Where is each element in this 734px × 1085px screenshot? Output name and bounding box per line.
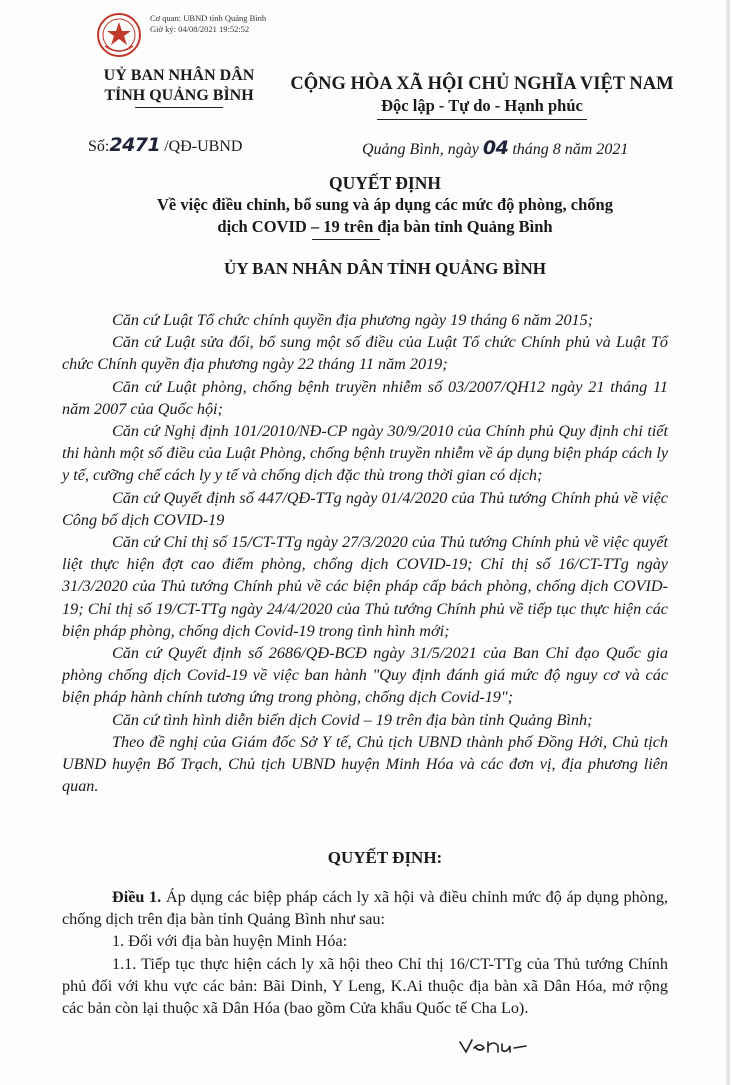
preamble-item: Căn cứ Luật Tổ chức chính quyền địa phương ngày 19 tháng 6 năm 2015; <box>112 311 594 329</box>
digital-signature-info <box>150 13 266 35</box>
nation-line-2: Độc lập - Tự do - Hạnh phúc <box>381 96 583 115</box>
document-subject-line-1: Về việc điều chỉnh, bổ sung và áp dụng các mức độ phòng, chống <box>157 195 613 214</box>
signature-time: Giờ ký: 04/08/2021 19:52:52 <box>150 24 250 34</box>
issuing-agency <box>84 66 274 108</box>
agency-line-2: TỈNH QUẢNG BÌNH <box>104 87 254 104</box>
authority-heading: ỦY BAN NHÂN DÂN TỈNH QUẢNG BÌNH <box>223 259 547 278</box>
preamble-item: Căn cứ tình hình diễn biến dịch Covid – 19 trên địa bàn tỉnh Quảng Bình; <box>112 710 593 729</box>
nation-line-1: CỘNG HÒA XÃ HỘI CHỦ NGHĨA VIỆT NAM <box>290 74 674 94</box>
preamble-item: Căn cứ Nghị định 101/2010/NĐ-CP ngày 30/9/2010 của Chính phủ Quy định chi tiết thi hành một số điều của Luật Phòng, chống bệnh truyền nhiễm về áp dụng biện pháp cách ly y tế, cưỡng chế cách ly y tế và chống dịch đặc thù trong thời gian có dịch; <box>62 422 668 485</box>
handwritten-number: 2471 <box>109 134 161 156</box>
article-1-item-1: 1. Đối với địa bàn huyện Minh Hóa: <box>112 932 348 951</box>
article-1-intro: Điều 1. Áp dụng các biệp pháp cách ly xã hội và điều chỉnh mức độ áp dụng phòng, chống dịch trên địa bàn tỉnh Quảng Bình như sau: <box>62 888 668 929</box>
decision-heading: QUYẾT ĐỊNH: <box>327 848 443 867</box>
national-motto <box>278 73 686 120</box>
agency-underline <box>135 107 223 108</box>
handwritten-day: 04 <box>482 137 509 159</box>
preamble-item: Căn cứ Luật sửa đổi, bổ sung một số điều của Luật Tổ chức Chính phủ và Luật Tổ chức Chính quyền địa phương ngày 22 tháng 11 năm 2019; <box>62 333 668 374</box>
state-emblem-icon <box>96 12 142 58</box>
document-number: Số:2471 /QĐ-UBND <box>88 134 243 156</box>
article-1-item-1-1: 1.1. Tiếp tục thực hiện cách ly xã hội theo Chỉ thị 16/CT-TTg của Thủ tướng Chính phủ đối với khu vực các bản: Bãi Dinh, Y Leng, K.Ai thuộc địa bàn xã Dân Hóa, mở rộng các bản còn lại thuộc xã Dân Hóa (bao gồm Cửa khẩu Quốc tế Cha Lo). <box>62 954 668 1018</box>
preamble-item: Theo đề nghị của Giám đốc Sở Y tế, Chủ tịch UBND thành phố Đồng Hới, Chủ tịch UBND huyện Bố Trạch, Chủ tịch UBND huyện Minh Hóa và các đơn vị, địa phương liên quan. <box>62 732 668 796</box>
preamble-item: Căn cứ Quyết định số 2686/QĐ-BCĐ ngày 31/5/2021 của Ban Chỉ đạo Quốc gia phòng chống dịch Covid-19 về việc ban hành "Quy định đánh giá mức độ nguy cơ và các biện pháp hành chính tương ứng trong phòng, chống dịch Covid-19"; <box>62 644 668 707</box>
document-type: QUYẾT ĐỊNH <box>329 173 441 193</box>
signature-agency: Cơ quan: UBND tỉnh Quảng Bình <box>150 13 267 23</box>
preamble-item: Căn cứ Quyết định số 447/QĐ-TTg ngày 01/4/2020 của Thủ tướng Chính phủ về việc Công bố dịch COVID-19 <box>62 488 668 529</box>
preamble-item: Căn cứ Chỉ thị số 15/CT-TTg ngày 27/3/2020 của Thủ tướng Chính phủ về việc quyết liệt thực hiện đợt cao điểm phòng, chống dịch COVID-19; Chỉ thị số 16/CT-TTg ngày 31/3/2020 của Thủ tướng Chính phủ về các biện pháp cấp bách phòng, chống dịch COVID-19; Chỉ thị số 19/CT-TTg ngày 24/4/2020 của Thủ tướng Chính phủ về tiếp tục thực hiện các biện pháp phòng, chống dịch Covid-19 trong tình hình mới; <box>62 533 668 640</box>
subject-underline <box>312 239 380 240</box>
handwritten-initials <box>458 1034 528 1056</box>
article-1-label: Điều 1. <box>112 888 162 906</box>
preamble-item: Căn cứ Luật phòng, chống bệnh truyền nhiễm số 03/2007/QH12 ngày 21 tháng 11 năm 2007 của Quốc hội; <box>62 377 668 418</box>
document-date: Quảng Bình, ngày 04 tháng 8 năm 2021 <box>362 137 629 159</box>
motto-underline <box>377 119 587 120</box>
preamble <box>62 309 668 797</box>
agency-line-1: UỶ BAN NHÂN DÂN <box>103 67 255 84</box>
document-subject-line-2: dịch COVID – 19 trên địa bàn tỉnh Quảng Bình <box>217 217 553 236</box>
article-1 <box>62 886 668 1019</box>
